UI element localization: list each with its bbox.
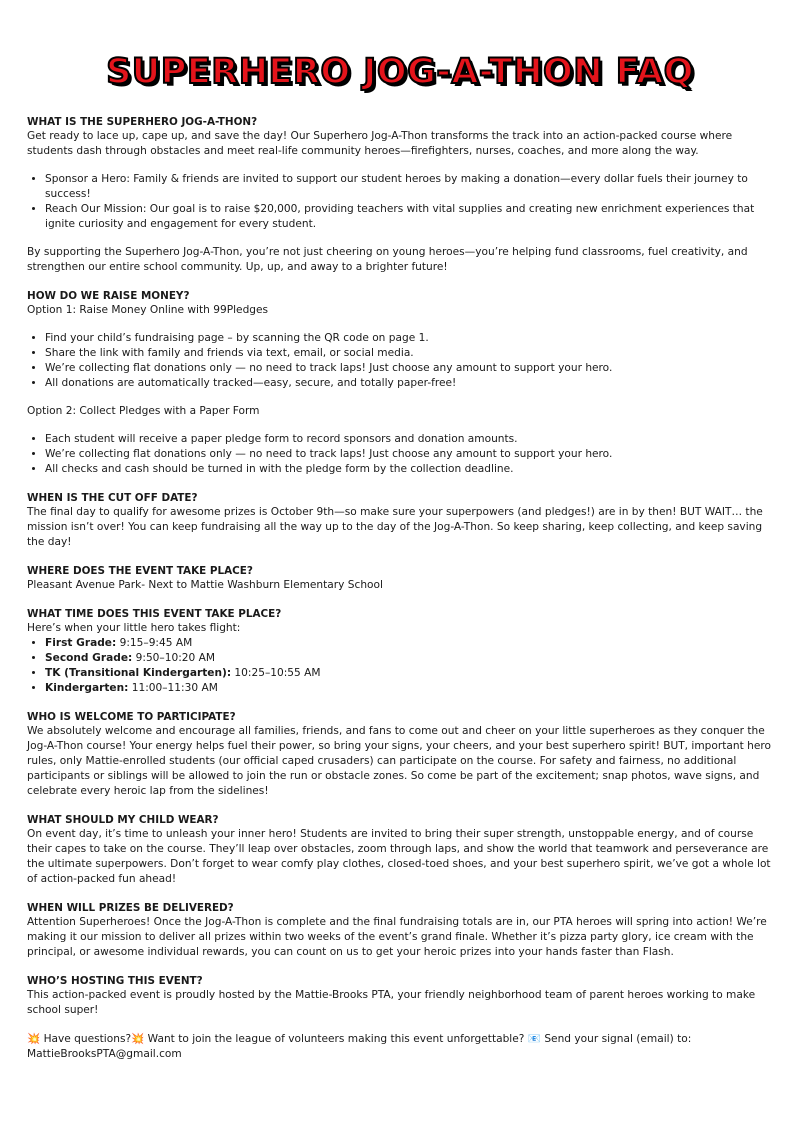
email-icon: 📧: [527, 1033, 541, 1045]
section-heading: HOW DO WE RAISE MONEY?: [27, 290, 190, 302]
section-heading: WHEN IS THE CUT OFF DATE?: [27, 492, 198, 504]
time-value: 11:00–11:30 AM: [128, 682, 218, 694]
collision-icon: 💥: [27, 1033, 41, 1045]
schedule-item: [45, 651, 775, 666]
list-item: • Find your child’s fundraising page – by scanning the QR code on page 1.: [45, 331, 775, 346]
grade-label: First Grade:: [45, 637, 117, 649]
list-item: • Each student will receive a paper pledge form to record sponsors and donation amounts.: [45, 432, 775, 447]
list-item: • All checks and cash should be turned in with the pledge form by the collection deadline.: [45, 462, 775, 477]
section-heading: WHO’S HOSTING THIS EVENT?: [27, 975, 203, 987]
bullet-list: [27, 432, 775, 477]
list-item: • Reach Our Mission: Our goal is to raise $20,000, providing teachers with vital supplies and creating new enrichment experiences that ignite curiosity and engagement for every student.: [45, 202, 775, 232]
grade-label: TK (Transitional Kindergarten):: [45, 667, 232, 679]
time-value: 10:25–10:55 AM: [231, 667, 321, 679]
faq-section-what: [27, 115, 775, 275]
schedule-item: [45, 636, 775, 651]
contact-text: Want to join the league of volunteers making this event unforgettable?: [144, 1033, 528, 1045]
section-outro: By supporting the Superhero Jog-A-Thon, you’re not just cheering on young heroes—you’re helping fund classrooms, fuel creativity, and strengthen our entire school community. Up, up, and away to a brighter future!: [27, 246, 748, 273]
bullet-list: [27, 331, 775, 391]
faq-section-who: [27, 710, 775, 799]
contact-line: [27, 1032, 775, 1062]
contact-email-text[interactable]: Send your signal (email) to: MattieBrooksPTA@gmail.com: [27, 1033, 692, 1060]
list-item: • We’re collecting flat donations only — no need to track laps! Just choose any amount to support your hero.: [45, 447, 775, 462]
section-body: Pleasant Avenue Park- Next to Mattie Washburn Elementary School: [27, 579, 383, 591]
option-label: Option 2: Collect Pledges with a Paper Form: [27, 405, 260, 417]
section-body: We absolutely welcome and encourage all families, friends, and fans to come out and cheer on your little superheroes as they conquer the Jog-A-Thon course! Your energy helps fuel their power, so bring your signs, your cheers, and your best superhero spirit! BUT, important hero rules, only Mattie-enrolled students (our official caped crusaders) can participate on the course. For safety and fairness, no additional participants or siblings will be allowed to join the run or obstacle zones. So come be part of the excitement; snap photos, wave signs, and celebrate every heroic lap from the sidelines!: [27, 725, 771, 797]
section-body: The final day to qualify for awesome prizes is October 9th—so make sure your superpowers (and pledges!) are in by then! BUT WAIT… the mission isn’t over! You can keep fundraising all the way up to the day of the Jog-A-Thon. So keep sharing, keep collecting, and keep saving the day!: [27, 506, 763, 548]
schedule-item: [45, 681, 775, 696]
faq-section-prizes: [27, 901, 775, 960]
faq-section-raise: [27, 289, 775, 477]
section-heading: WHAT SHOULD MY CHILD WEAR?: [27, 814, 219, 826]
faq-section-time: [27, 607, 775, 696]
list-item: • Sponsor a Hero: Family & friends are invited to support our student heroes by making a donation—every dollar fuels their journey to success!: [45, 172, 775, 202]
section-heading: WHAT IS THE SUPERHERO JOG-A-THON?: [27, 116, 258, 128]
section-body: Attention Superheroes! Once the Jog-A-Thon is complete and the final fundraising totals are in, our PTA heroes will spring into action! We’re making it our mission to deliver all prizes within two weeks of the event’s grand finale. Whether it’s pizza party glory, ice cream with the principal, or awesome individual rewards, you can count on us to get your heroic prizes into your hands faster than Flash.: [27, 916, 767, 958]
faq-content: [27, 115, 775, 1062]
faq-section-cutoff: [27, 491, 775, 550]
section-body: On event day, it’s time to unleash your inner hero! Students are invited to bring their super strength, unstoppable energy, and of course their capes to take on the course. They’ll leap over obstacles, zoom through laps, and show the world that teamwork and perseverance are the ultimate superpowers. Don’t forget to wear comfy play clothes, closed-toed shoes, and your best superhero spirit, we’ve got a whole lot of action-packed fun ahead!: [27, 828, 771, 885]
option-label: Option 1: Raise Money Online with 99Pledges: [27, 304, 269, 316]
section-heading: WHERE DOES THE EVENT TAKE PLACE?: [27, 565, 253, 577]
faq-section-wear: [27, 813, 775, 887]
section-body: This action-packed event is proudly hosted by the Mattie-Brooks PTA, your friendly neighborhood team of parent heroes working to make school super!: [27, 989, 756, 1016]
grade-label: Kindergarten:: [45, 682, 129, 694]
section-heading: WHO IS WELCOME TO PARTICIPATE?: [27, 711, 236, 723]
faq-section-host: [27, 974, 775, 1018]
faq-section-where: [27, 564, 775, 593]
section-heading: WHEN WILL PRIZES BE DELIVERED?: [27, 902, 234, 914]
schedule-item: [45, 666, 775, 681]
section-heading: WHAT TIME DOES THIS EVENT TAKE PLACE?: [27, 608, 282, 620]
section-intro: Get ready to lace up, cape up, and save the day! Our Superhero Jog-A-Thon transforms the track into an action-packed course where students dash through obstacles and meet real-life community heroes—firefighters, nurses, coaches, and more along the way.: [27, 130, 733, 157]
page-title: SUPERHERO JOG-A-THON FAQ: [106, 52, 694, 92]
section-intro: Here’s when your little hero takes flight:: [27, 622, 241, 634]
time-value: 9:15–9:45 AM: [116, 637, 193, 649]
collision-icon: 💥: [131, 1033, 145, 1045]
list-item: • All donations are automatically tracked—easy, secure, and totally paper-free!: [45, 376, 775, 391]
contact-text: Have questions?: [40, 1033, 132, 1045]
list-item: • Share the link with family and friends via text, email, or social media.: [45, 346, 775, 361]
time-value: 9:50–10:20 AM: [132, 652, 216, 664]
schedule-list: [27, 636, 775, 696]
list-item: • We’re collecting flat donations only — no need to track laps! Just choose any amount to support your hero.: [45, 361, 775, 376]
grade-label: Second Grade:: [45, 652, 133, 664]
bullet-list: [27, 172, 775, 232]
